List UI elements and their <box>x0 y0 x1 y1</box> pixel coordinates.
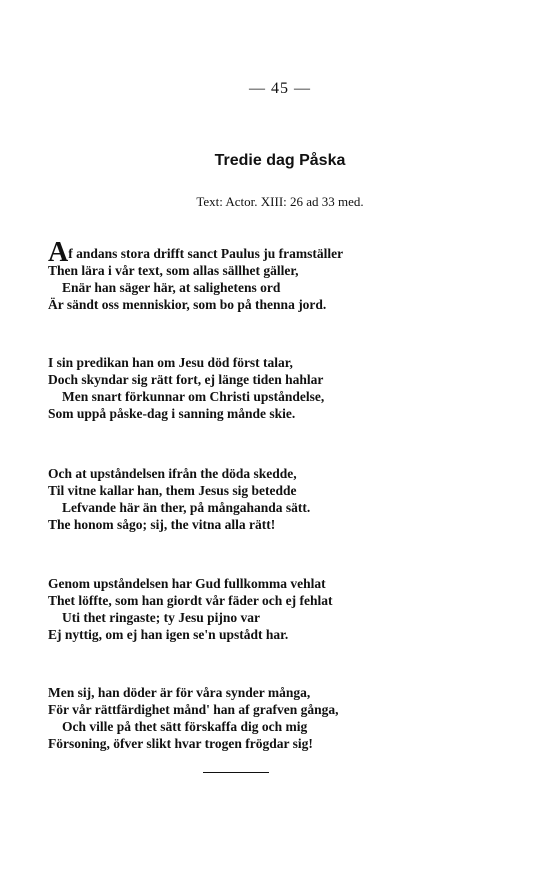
stanza-1 <box>48 237 518 313</box>
verse-line: Thet löffte, som han giordt vår fäder och ej fehlat <box>48 593 333 608</box>
verse-line: The honom sågo; sij, the vitna alla rätt! <box>48 517 276 532</box>
verse-line: Försoning, öfver slikt hvar trogen frögdar sig! <box>48 736 313 751</box>
verse-line-text: f andans stora drifft sanct Paulus ju framställer <box>68 246 344 261</box>
verse-line: Och ville på thet sätt förskaffa dig och mig <box>62 719 308 734</box>
scripture-reference: Text: Actor. XIII: 26 ad 33 med. <box>196 194 364 209</box>
verse-line: Som uppå påske-dag i sanning månde skie. <box>48 406 296 421</box>
verse-line: Ej nyttig, om ej han igen se'n upstådt har. <box>48 627 289 642</box>
verse-line: Genom upståndelsen har Gud fullkomma vehlat <box>48 576 326 591</box>
stanza-5 <box>48 684 518 752</box>
drop-cap-initial: A <box>48 237 69 268</box>
verse-line: Doch skyndar sig rätt fort, ej länge tiden hahlar <box>48 372 324 387</box>
verse-line: Uti thet ringaste; ty Jesu pijno var <box>62 610 260 625</box>
end-divider <box>203 772 269 773</box>
stanza-4 <box>48 575 518 643</box>
verse-line: I sin predikan han om Jesu död först talar, <box>48 355 293 370</box>
verse-line <box>48 237 518 268</box>
stanza-2 <box>48 354 518 422</box>
verse-line: Til vitne kallar han, them Jesus sig betedde <box>48 483 297 498</box>
verse-line: Och at upståndelsen ifrån the döda skedde, <box>48 466 297 481</box>
verse-line: Then lära i vår text, som allas sällhet gäller, <box>48 263 299 278</box>
verse-line: Är sändt oss menniskior, som bo på thenna jord. <box>48 297 327 312</box>
verse-line: För vår rättfärdighet månd' han af grafven gånga, <box>48 702 339 717</box>
hymn-title: Tredie dag Påska <box>214 152 346 169</box>
verse-line: Men snart förkunnar om Christi upståndelse, <box>62 389 325 404</box>
verse-line: Men sij, han döder är för våra synder många, <box>48 685 311 700</box>
page-number: — 45 — <box>249 80 311 97</box>
verse-line: Enär han säger här, at salighetens ord <box>62 280 281 295</box>
verse-line: Lefvande här än ther, på mångahanda sätt. <box>62 500 311 515</box>
stanza-3 <box>48 465 518 533</box>
